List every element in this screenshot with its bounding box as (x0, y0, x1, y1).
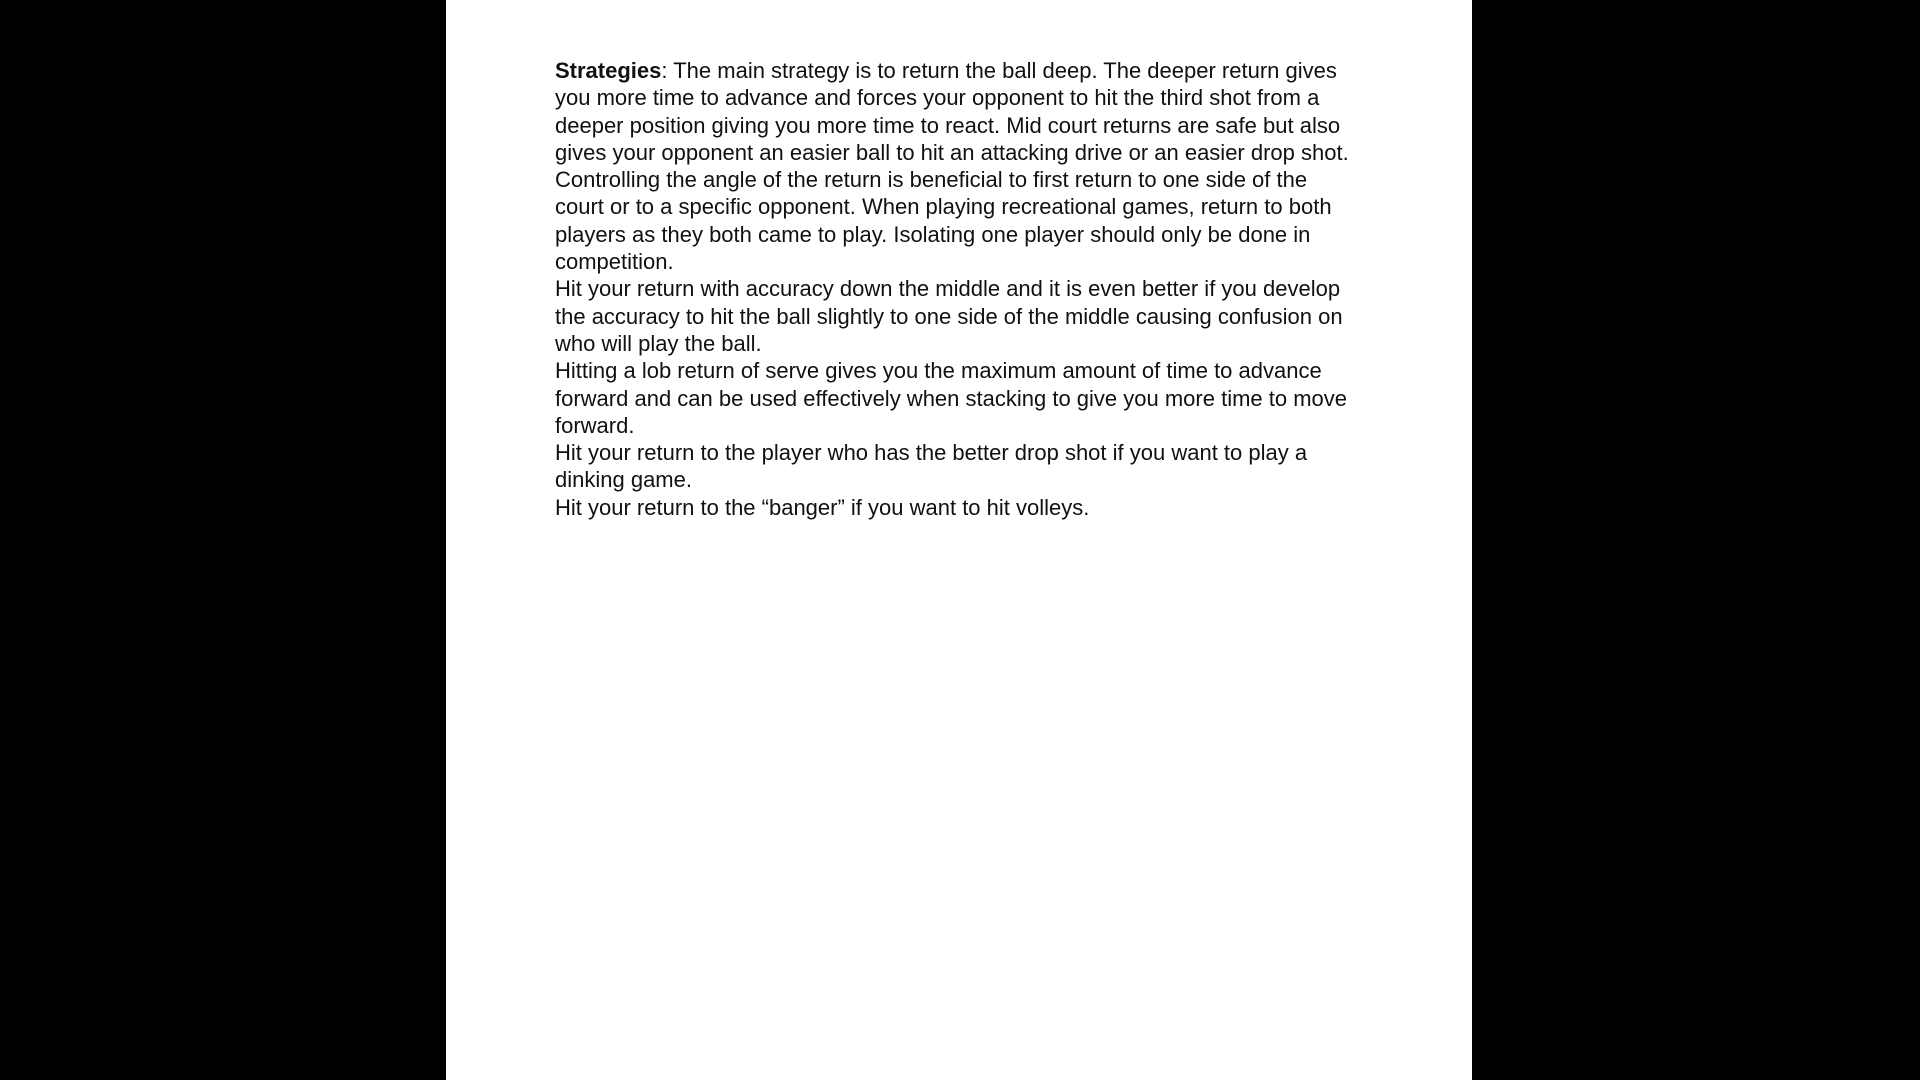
paragraph-middle: Hit your return with accuracy down the middle and it is even better if you develop the accuracy to hit the ball slightly to one side of the middle causing confusion on who will play the ball. (555, 276, 1343, 356)
paragraph-angle: Controlling the angle of the return is beneficial to first return to one side of the court or to a specific opponent. When playing recreational games, return to both players as they both came to play. Isolating one player should only be done in competition. (555, 167, 1332, 275)
paragraph-text: The main strategy is to return the ball deep. The deeper return gives you more time to advance and forces your opponent to hit the third shot from a deeper position giving you more time to react. Mid court returns are safe but also gives your opponent an easier ball to hit an attacking drive or an easier drop shot. (555, 58, 1349, 165)
paragraph-lob: Hitting a lob return of serve gives you the maximum amount of time to advance forward and can be used effectively when stacking to give you more time to move forward. (555, 358, 1348, 438)
label-separator: : (661, 58, 668, 83)
paragraph-drop-shot: Hit your return to the player who has the better drop shot if you want to play a dinking game. (555, 440, 1308, 493)
page-content (555, 57, 1355, 521)
document-page (446, 0, 1472, 1080)
paragraph-banger: Hit your return to the “banger” if you want to hit volleys. (555, 494, 1090, 520)
paragraph-strategies (555, 57, 1355, 166)
strategies-label: Strategies (555, 58, 662, 83)
